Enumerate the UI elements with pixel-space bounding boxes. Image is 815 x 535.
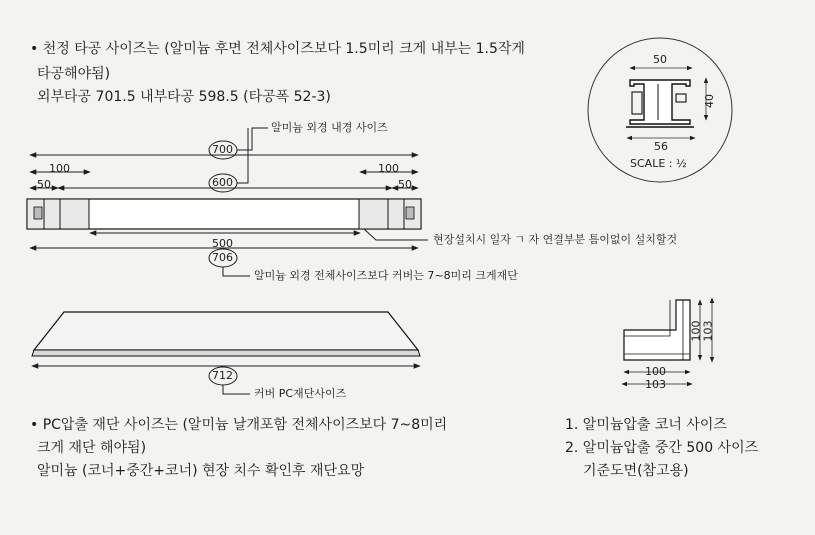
dim-700-label: 700 [212,143,233,156]
aluminum-frame-assembly [27,199,421,229]
note-top-line2: 타공해야됨) [37,66,111,82]
dim-500-label: 500 [212,237,233,250]
dim-50-right-label: 50 [398,178,412,191]
list-item-corner: 1. 알미늄압출 코너 사이즈 [565,417,727,433]
dim-100-left-label: 100 [49,162,70,175]
corner-dim-103-vertical: 103 [701,320,715,342]
dim-600-label: 600 [212,176,233,189]
dim-100-right-label: 100 [378,162,399,175]
note-top-line3: 외부타공 701.5 내부타공 598.5 (타공폭 52-3) [37,89,331,105]
corner-dim-103-horizontal: 103 [645,378,666,391]
dim-706-label: 706 [212,251,233,264]
corner-dim-100-horizontal: 100 [645,365,666,378]
callout-joint-note: 현장설치시 일자 ㄱ 자 연결부분 틈이없이 설치할것 [433,233,678,246]
cover-size-label: 커버 PC재단사이즈 [254,387,347,400]
corner-dim-100-vertical: 100 [689,320,703,342]
dim-712-label: 712 [212,369,233,382]
dim-50-left-label: 50 [37,178,51,191]
callout-outer-inner-size: 알미늄 외경 내경 사이즈 [271,121,388,134]
note-bottom-line2: 크게 재단 해야됨) [37,440,147,456]
profile-width-bottom-label: 56 [654,140,668,153]
note-top-line1: • 천정 타공 사이즈는 (알미늄 후면 전체사이즈보다 1.5미리 크게 내부는 1.5작게 [30,41,525,57]
profile-width-top-label: 50 [653,53,667,66]
note-bottom-line1: • PC압출 재단 사이즈는 (알미늄 날개포함 전체사이즈보다 7~8미리 [30,417,448,433]
list-item-middle: 2. 알미늄압출 중간 500 사이즈 [565,440,759,456]
profile-height-label: 40 [703,94,716,108]
callout-cover-note: 알미늄 외경 전체사이즈보다 커버는 7~8미리 크게재단 [254,269,518,282]
scale-label: SCALE : ½ [630,157,687,170]
list-item-reference: 기준도면(참고용) [583,463,689,479]
note-bottom-line3: 알미늄 (코너+중간+코너) 현장 치수 확인후 재단요망 [37,463,365,479]
